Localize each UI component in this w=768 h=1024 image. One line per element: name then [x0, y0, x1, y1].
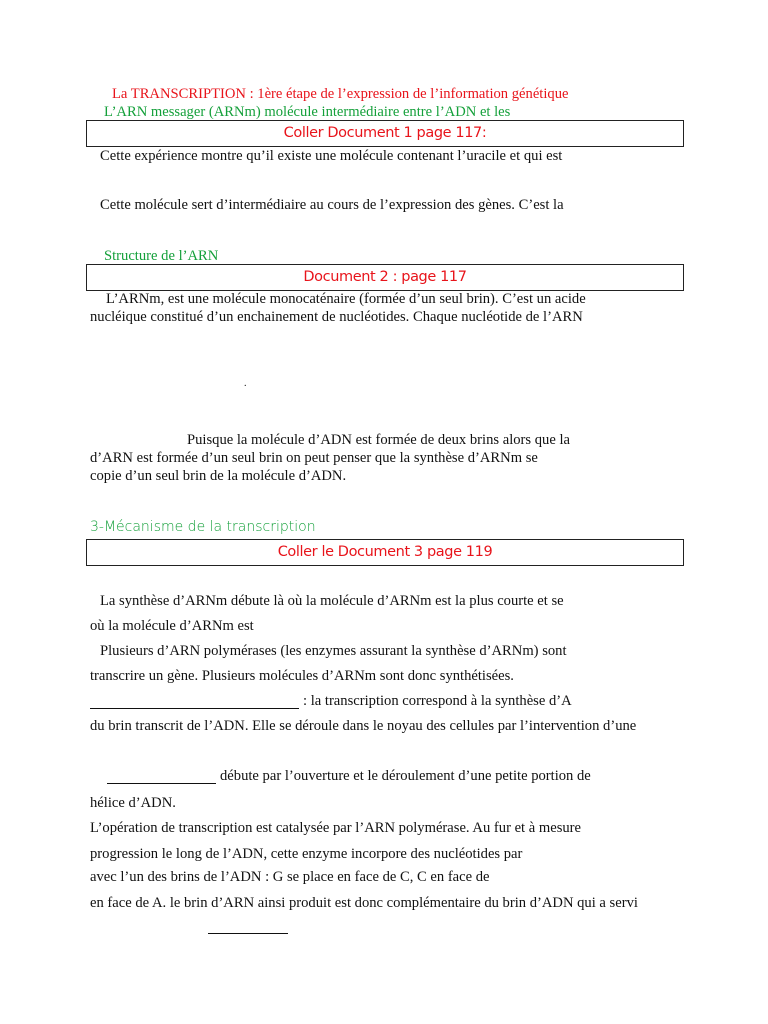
document-1-label: Coller Document 1 page 117:: [283, 125, 487, 141]
section3-line-10: progression le long de l’ADN, cette enzyme incorpore des nucléotides par: [90, 846, 523, 862]
stray-dot: .: [244, 378, 247, 389]
document-2-box: [86, 264, 684, 291]
section2-line-1: L’ARNm, est une molécule monocaténaire (formée d’un seul brin). C’est un acide: [106, 291, 586, 307]
page-title: La TRANSCRIPTION : 1ère étape de l’expression de l’information génétique: [112, 86, 569, 102]
section1-line-1: Cette expérience montre qu’il existe une molécule contenant l’uracile et qui est: [100, 148, 563, 164]
section2-line-2: nucléique constitué d’un enchainement de nucléotides. Chaque nucléotide de l’ARN: [90, 309, 583, 325]
section2-para-1: Puisque la molécule d’ADN est formée de deux brins alors que la: [187, 432, 570, 448]
section3-line-12: en face de A. le brin d’ARN ainsi produit est donc complémentaire du brin d’ADN qui a servi: [90, 895, 638, 911]
section3-line-2: où la molécule d’ARNm est: [90, 618, 254, 634]
section3-line-6: du brin transcrit de l’ADN. Elle se déroule dans le noyau des cellules par l’intervention d’une: [90, 718, 637, 734]
document-1-box: [86, 120, 684, 147]
page-subtitle: L’ARN messager (ARNm) molécule intermédiaire entre l’ADN et les: [104, 104, 511, 120]
mechanism-heading: 3-Mécanisme de la transcription: [90, 519, 316, 535]
section2-para-2: d’ARN est formée d’un seul brin on peut penser que la synthèse d’ARNm se: [90, 450, 538, 466]
section3-line-8: hélice d’ADN.: [90, 795, 176, 811]
section3-line-11: avec l’un des brins de l’ADN : G se place en face de C, C en face de: [90, 869, 490, 885]
document-2-label: Document 2 : page 117: [303, 269, 467, 285]
section2-para-3: copie d’un seul brin de la molécule d’ADN.: [90, 468, 347, 484]
document-3-box: [86, 539, 684, 566]
document-3-label: Coller le Document 3 page 119: [277, 544, 493, 560]
section3-line-5: : la transcription correspond à la synthèse d’A: [303, 693, 572, 709]
section3-line-4: transcrire un gène. Plusieurs molécules d’ARNm sont donc synthétisées.: [90, 668, 514, 684]
section3-line-3: Plusieurs d’ARN polymérases (les enzymes assurant la synthèse d’ARNm) sont: [100, 643, 567, 659]
section3-line-7: débute par l’ouverture et le déroulement d’une petite portion de: [220, 768, 591, 784]
structure-heading: Structure de l’ARN: [104, 248, 219, 264]
fill-blank-1: [90, 708, 299, 709]
section1-line-2: Cette molécule sert d’intermédiaire au cours de l’expression des gènes. C’est la: [100, 197, 564, 213]
section3-line-1: La synthèse d’ARNm débute là où la molécule d’ARNm est la plus courte et se: [100, 593, 564, 609]
fill-blank-2: [107, 783, 216, 784]
section3-line-9: L’opération de transcription est catalysée par l’ARN polymérase. Au fur et à mesure: [90, 820, 582, 836]
fill-blank-3: [208, 933, 288, 934]
